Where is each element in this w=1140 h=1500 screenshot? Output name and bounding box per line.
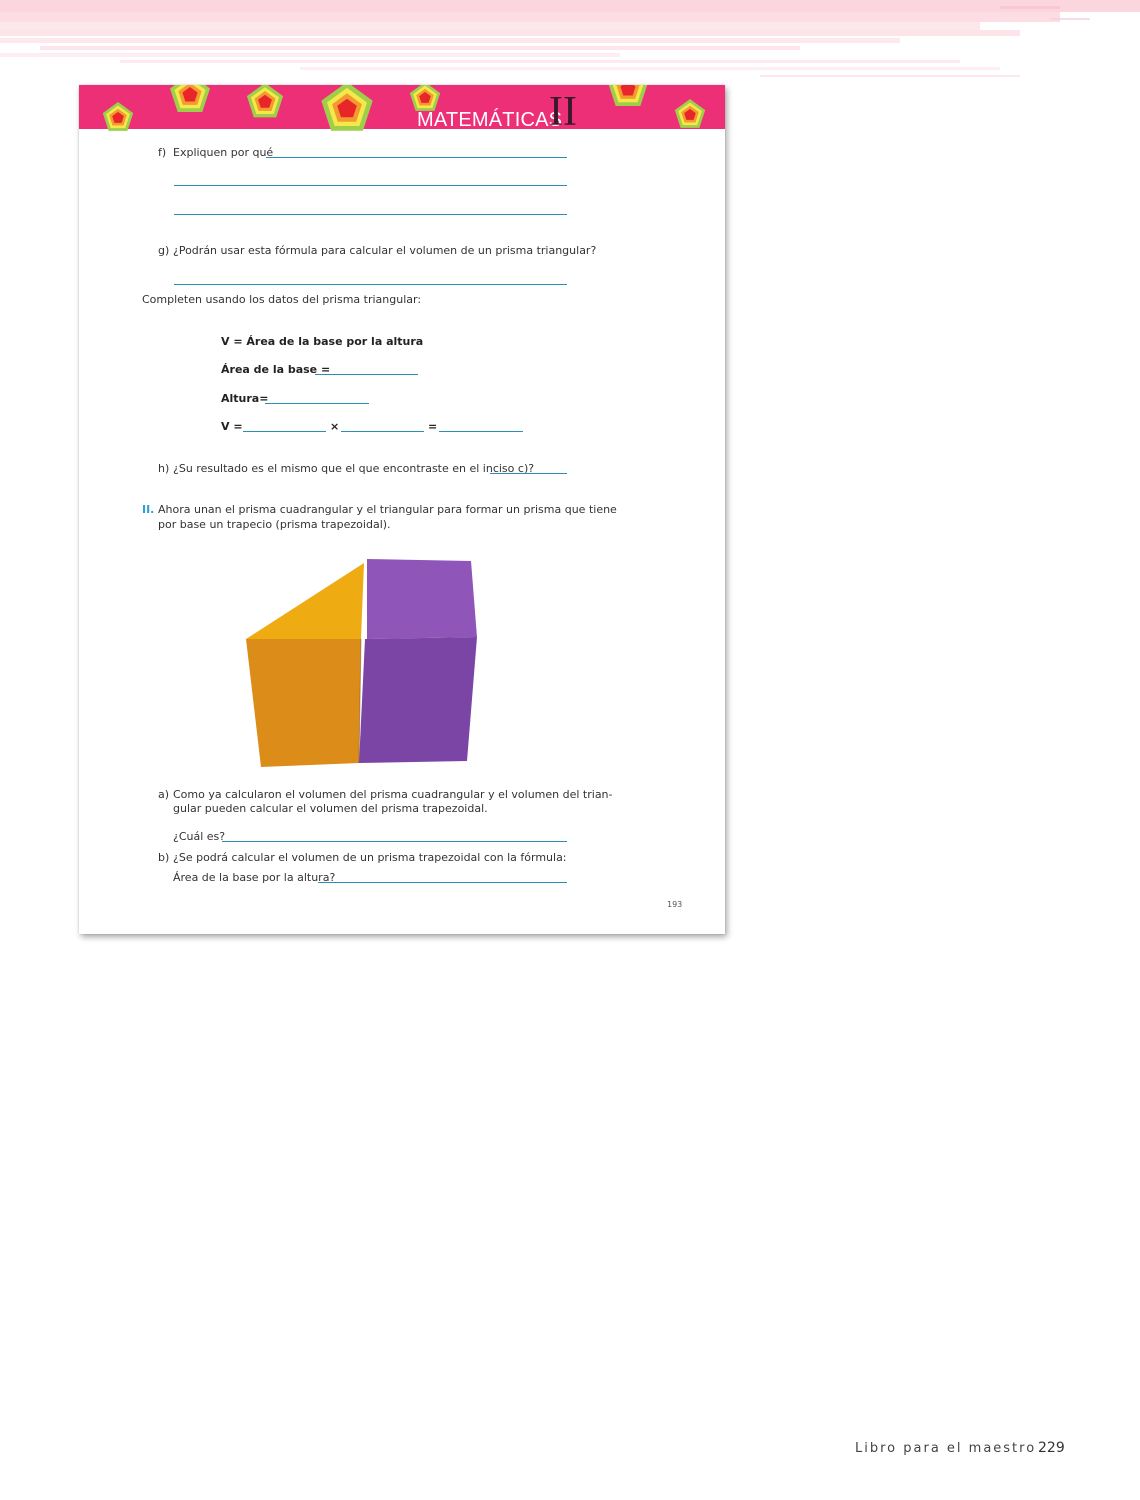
triangular-prism-top [246, 563, 364, 639]
question-f-marker: f) [158, 146, 167, 159]
complete-intro: Completen usando los datos del prisma triangular: [142, 293, 422, 306]
answer-line-b[interactable] [318, 882, 567, 883]
subquestion-a-line2: gular pueden calcular el volumen del prisma trapezoidal. [173, 802, 488, 815]
answer-line-h[interactable] [490, 473, 567, 474]
pentagon-badge-icon [608, 85, 648, 106]
page-number: 193 [667, 900, 683, 909]
section-ii-line2: por base un trapecio (prisma trapezoidal). [158, 518, 391, 531]
question-h-marker: h) [158, 462, 170, 475]
header-banner [79, 85, 725, 135]
formula-base-area-label: Área de la base = [221, 363, 331, 376]
pentagon-badge-icon [103, 102, 133, 131]
answer-line-g[interactable] [174, 284, 567, 285]
answer-line-a[interactable] [222, 841, 567, 842]
pentagon-badge-icon [321, 85, 372, 131]
footer-label: Libro para el maestro [855, 1441, 1037, 1456]
base-area-blank[interactable] [315, 374, 418, 375]
question-g-marker: g) [158, 244, 170, 257]
pentagon-badge-icon [170, 85, 210, 112]
question-g-text: ¿Podrán usar esta fórmula para calcular el volumen de un prisma triangular? [173, 244, 597, 257]
v-factor2-blank[interactable] [341, 431, 424, 432]
subquestion-a-line1: Como ya calcularon el volumen del prisma cuadrangular y el volumen del trian- [173, 788, 613, 801]
square-prism-front [359, 637, 477, 763]
subquestion-b-line2: Área de la base por la altura? [173, 871, 336, 884]
pentagon-badge-icon [410, 85, 440, 111]
v-factor1-blank[interactable] [243, 431, 326, 432]
section-ii-line1: Ahora unan el prisma cuadrangular y el triangular para formar un prisma que tiene [158, 503, 617, 516]
formula-v-label: V = [221, 420, 243, 433]
banner-volume: II [549, 89, 577, 135]
subquestion-a-marker: a) [158, 788, 170, 801]
workbook-page [79, 85, 725, 934]
footer-page-number: 229 [1038, 1440, 1065, 1456]
banner-title: MATEMÁTICAS [417, 109, 563, 131]
answer-line-f3[interactable] [174, 214, 567, 215]
subquestion-a-prompt: ¿Cuál es? [173, 830, 226, 843]
subquestion-b-marker: b) [158, 851, 170, 864]
triangular-prism-front [246, 639, 361, 767]
equals-sign: = [428, 420, 438, 433]
pentagon-badge-icon [247, 85, 283, 117]
answer-line-f2[interactable] [174, 185, 567, 186]
answer-line-f1[interactable] [266, 157, 567, 158]
square-prism-top [367, 559, 477, 639]
subquestion-b-line1: ¿Se podrá calcular el volumen de un prisma trapezoidal con la fórmula: [173, 851, 567, 864]
top-brush-decoration [0, 0, 1140, 95]
trapezoidal-prism-photo [245, 557, 481, 769]
formula-height-label: Altura= [221, 392, 269, 405]
v-result-blank[interactable] [439, 431, 523, 432]
pentagon-badges [79, 85, 725, 145]
formula-volume: V = Área de la base por la altura [221, 335, 424, 348]
times-sign: × [330, 420, 340, 433]
question-f-text: Expliquen por qué [173, 146, 274, 159]
pentagon-badge-icon [675, 99, 705, 128]
section-ii-marker: II. [142, 503, 155, 516]
height-blank[interactable] [265, 403, 369, 404]
question-h-text: ¿Su resultado es el mismo que el que encontraste en el inciso c)? [173, 462, 535, 475]
